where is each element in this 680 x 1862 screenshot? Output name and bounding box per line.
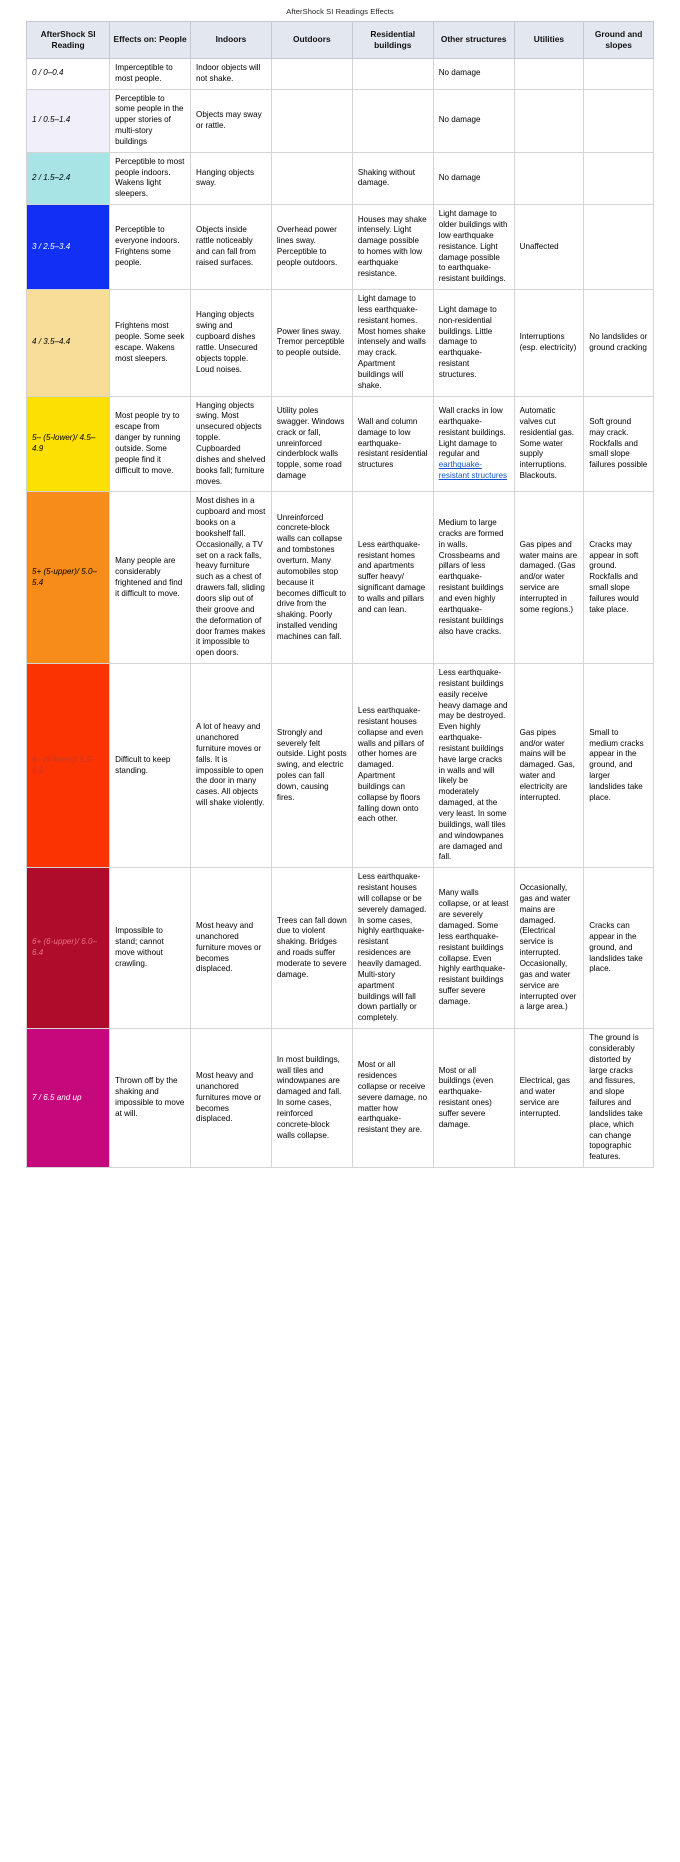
cell-outdoors: Utility poles swagger. Windows crack or fall, unreinforced cinderblock walls topple, some road damage (271, 396, 352, 492)
table-row (27, 205, 654, 290)
si-reading-cell: 6+ (6-upper)/ 6.0–6.4 (27, 868, 110, 1029)
table-row (27, 664, 654, 868)
earthquake-resistant-structures-link[interactable]: earthquake-resistant structures (438, 460, 508, 481)
cell-ground-and-slopes: The ground is considerably distorted by large cracks and fissures, and slope failures and landslides take place, which can change topographic features. (584, 1029, 654, 1168)
cell-utilities: Occasionally, gas and water mains are damaged. (Electrical service is interrupted. Occasionally, gas and water service are interrupted over a large area.) (514, 868, 584, 1029)
cell-other-structures: No damage (433, 152, 514, 204)
table-row (27, 152, 654, 204)
table-header-row (27, 22, 654, 59)
cell-indoors: Most dishes in a cupboard and most books on a bookshelf fall. Occasionally, a TV set on a rack falls, heavy furniture such as a chest of drawers fall, sliding doors slip out of their groove and the deformation of door frames makes it impossible to open doors. (191, 492, 272, 664)
cell-indoors: Indoor objects will not shake. (191, 58, 272, 89)
cell-effects-people: Many people are considerably frightened and find it difficult to move. (110, 492, 191, 664)
cell-other-structures: Less earthquake-resistant buildings easily receive heavy damage and may be destroyed. Even highly earthquake-resistant buildings have large cracks in walls and will likely be moderately damaged, at the very least. In some buildings, wall tiles and windowpanes are damaged and fall. (433, 664, 514, 868)
cell-ground-and-slopes: Cracks can appear in the ground, and landslides take place. (584, 868, 654, 1029)
cell-utilities (514, 58, 584, 89)
cell-other-structures: No damage (433, 58, 514, 89)
table-body (27, 58, 654, 1167)
cell-other-structures: Many walls collapse, or at least are severely damaged. Some less earthquake-resistant buildings collapse. Even highly earthquake-resistant buildings suffer severe damage. (433, 868, 514, 1029)
cell-other-structures: Light damage to non-residential buildings. Little damage to earthquake-resistant structures. (433, 290, 514, 397)
cell-ground-and-slopes: Cracks may appear in soft ground. Rockfalls and small slope failures would take place. (584, 492, 654, 664)
cell-effects-people: Perceptible to some people in the upper stories of multi-story buildings (110, 89, 191, 152)
cell-ground-and-slopes: Small to medium cracks appear in the ground, and larger landslides take place. (584, 664, 654, 868)
cell-ground-and-slopes: No landslides or ground cracking (584, 290, 654, 397)
cell-outdoors: In most buildings, wall tiles and windowpanes are damaged and fall. In some cases, reinforced concrete-block walls collapse. (271, 1029, 352, 1168)
table-row (27, 89, 654, 152)
cell-outdoors (271, 89, 352, 152)
cell-other-structures: Medium to large cracks are formed in walls. Crossbeams and pillars of less earthquake-resistant buildings and even highly earthquake-resistant buildings also have cracks. (433, 492, 514, 664)
cell-other-structures: No damage (433, 89, 514, 152)
cell-effects-people: Most people try to escape from danger by running outside. Some people find it difficult to move. (110, 396, 191, 492)
cell-indoors: Hanging objects sway. (191, 152, 272, 204)
si-reading-cell: 7 / 6.5 and up (27, 1029, 110, 1168)
cell-indoors: Most heavy and unanchored furnitures move or becomes displaced. (191, 1029, 272, 1168)
table-row (27, 1029, 654, 1168)
cell-outdoors: Power lines sway. Tremor perceptible to people outside. (271, 290, 352, 397)
cell-outdoors (271, 58, 352, 89)
table-row (27, 868, 654, 1029)
cell-utilities: Electrical, gas and water service are interrupted. (514, 1029, 584, 1168)
si-reading-cell: 3 / 2.5–3.4 (27, 205, 110, 290)
si-reading-cell: 6– (6-lower)/ 5.5–5.9 (27, 664, 110, 868)
column-header-ground-and-slopes: Ground and slopes (584, 22, 654, 59)
cell-utilities (514, 152, 584, 204)
cell-effects-people: Frightens most people. Some seek escape. Wakens most sleepers. (110, 290, 191, 397)
cell-indoors: A lot of heavy and unanchored furniture moves or falls. It is impossible to open the door in many cases. All objects will shake violently. (191, 664, 272, 868)
aftershock-si-table (26, 21, 654, 1168)
cell-residential-buildings: Shaking without damage. (352, 152, 433, 204)
si-reading-cell: 4 / 3.5–4.4 (27, 290, 110, 397)
cell-utilities: Gas pipes and/or water mains will be damaged. Gas, water and electricity are interrupted. (514, 664, 584, 868)
column-header-indoors: Indoors (191, 22, 272, 59)
cell-residential-buildings (352, 58, 433, 89)
column-header-si-reading: AfterShock SI Reading (27, 22, 110, 59)
cell-ground-and-slopes: Soft ground may crack. Rockfalls and small slope failures possible (584, 396, 654, 492)
column-header-residential-buildings: Residential buildings (352, 22, 433, 59)
cell-indoors: Hanging objects swing and cupboard dishes rattle. Unsecured objects topple. Loud noises. (191, 290, 272, 397)
cell-utilities (514, 89, 584, 152)
cell-other-structures: Most or all buildings (even earthquake-resistant ones) suffer severe damage. (433, 1029, 514, 1168)
cell-other-structures: Light damage to older buildings with low earthquake resistance. Light damage possible to earthquake-resistant buildings. (433, 205, 514, 290)
cell-effects-people: Impossible to stand; cannot move without crawling. (110, 868, 191, 1029)
si-reading-cell: 0 / 0–0.4 (27, 58, 110, 89)
cell-outdoors (271, 152, 352, 204)
cell-ground-and-slopes (584, 58, 654, 89)
cell-effects-people: Perceptible to everyone indoors. Frightens some people. (110, 205, 191, 290)
si-reading-cell: 5– (5-lower)/ 4.5–4.9 (27, 396, 110, 492)
column-header-outdoors: Outdoors (271, 22, 352, 59)
cell-utilities: Unaffected (514, 205, 584, 290)
cell-residential-buildings: Less earthquake-resistant houses collapse and even walls and pillars of other homes are damaged. Apartment buildings can collapse by floors falling down onto each other. (352, 664, 433, 868)
cell-residential-buildings: Light damage to less earthquake-resistant homes. Most homes shake intensely and walls may crack. Apartment buildings will shake. (352, 290, 433, 397)
cell-outdoors: Unreinforced concrete-block walls can collapse and tombstones overturn. Many automobiles stop because it becomes difficult to drive from the shaking. Poorly installed vending machines can fall. (271, 492, 352, 664)
cell-residential-buildings: Houses may shake intensely. Light damage possible to homes with low earthquake resistance. (352, 205, 433, 290)
cell-utilities: Automatic valves cut residential gas. Some water supply interruptions. Blackouts. (514, 396, 584, 492)
column-header-other-structures: Other structures (433, 22, 514, 59)
cell-indoors: Most heavy and unanchored furniture moves or becomes displaced. (191, 868, 272, 1029)
cell-residential-buildings (352, 89, 433, 152)
cell-residential-buildings: Wall and column damage to low earthquake-resistant residential structures (352, 396, 433, 492)
cell-outdoors: Strongly and severely felt outside. Light posts swing, and electric poles can fall down, causing fires. (271, 664, 352, 868)
cell-utilities: Interruptions (esp. electricity) (514, 290, 584, 397)
si-reading-cell: 2 / 1.5–2.4 (27, 152, 110, 204)
cell-utilities: Gas pipes and water mains are damaged. (Gas and/or water service are interrupted in some regions.) (514, 492, 584, 664)
cell-residential-buildings: Most or all residences collapse or receive severe damage, no matter how earthquake-resistant they are. (352, 1029, 433, 1168)
column-header-utilities: Utilities (514, 22, 584, 59)
cell-indoors: Objects inside rattle noticeably and can fall from raised surfaces. (191, 205, 272, 290)
cell-outdoors: Overhead power lines sway. Perceptible to people outdoors. (271, 205, 352, 290)
si-reading-cell: 1 / 0.5–1.4 (27, 89, 110, 152)
cell-ground-and-slopes (584, 152, 654, 204)
table-row (27, 396, 654, 492)
cell-outdoors: Trees can fall down due to violent shaking. Bridges and roads suffer moderate to severe damage. (271, 868, 352, 1029)
table-row (27, 290, 654, 397)
column-header-effects-people: Effects on: People (110, 22, 191, 59)
cell-indoors: Hanging objects swing. Most unsecured objects topple. Cupboarded dishes and shelved books fall; furniture moves. (191, 396, 272, 492)
cell-ground-and-slopes (584, 205, 654, 290)
table-row (27, 58, 654, 89)
cell-residential-buildings: Less earthquake-resistant homes and apartments suffer heavy/ significant damage to walls and pillars and can lean. (352, 492, 433, 664)
cell-effects-people: Imperceptible to most people. (110, 58, 191, 89)
cell-indoors: Objects may sway or rattle. (191, 89, 272, 152)
cell-ground-and-slopes (584, 89, 654, 152)
page-title: AfterShock SI Readings Effects (286, 7, 394, 16)
table-row (27, 492, 654, 664)
cell-effects-people: Perceptible to most people indoors. Wakens light sleepers. (110, 152, 191, 204)
cell-other-structures: Wall cracks in low earthquake-resistant buildings. Light damage to regular and earthquake-resistant structures (433, 396, 514, 492)
si-reading-cell: 5+ (5-upper)/ 5.0–5.4 (27, 492, 110, 664)
cell-effects-people: Difficult to keep standing. (110, 664, 191, 868)
cell-residential-buildings: Less earthquake-resistant houses will collapse or be severely damaged. In some cases, highly earthquake-resistant residences are heavily damaged. Multi-story apartment buildings will fall down partially or completely. (352, 868, 433, 1029)
cell-effects-people: Thrown off by the shaking and impossible to move at will. (110, 1029, 191, 1168)
